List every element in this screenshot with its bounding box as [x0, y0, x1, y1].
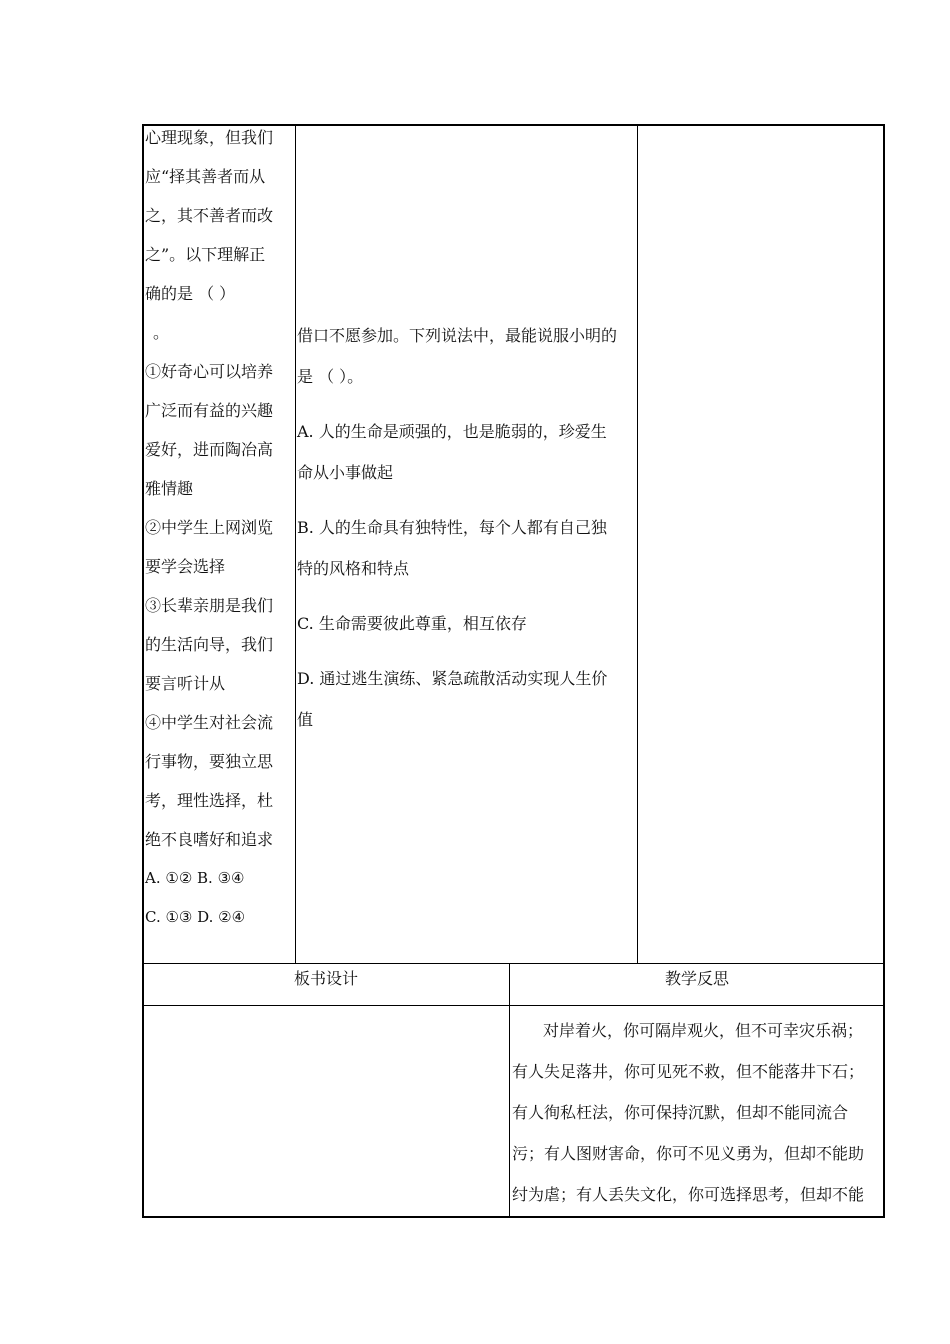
option-c: C. 生命需要彼此尊重，相互依存	[297, 614, 527, 633]
question-line: 。	[153, 323, 170, 342]
reflection-line: 有人失足落井，你可见死不救，但不能落井下石；	[512, 1062, 865, 1081]
question-line: 之，其不善者而改	[145, 206, 274, 225]
question-line: 要学会选择	[145, 557, 226, 576]
column-divider-2	[637, 124, 638, 964]
question-line: 考，理性选择，杜	[145, 791, 274, 810]
question-line: 的生活向导，我们	[145, 635, 274, 654]
reflection-line: 对岸着火，你可隔岸观火，但不可幸灾乐祸；	[543, 1021, 864, 1040]
reflection-line: 污；有人图财害命，你可不见义勇为，但却不能助	[512, 1144, 865, 1163]
question-line: 确的是 （ ）	[145, 284, 236, 303]
answer-options-ab: A. ①② B. ③④	[145, 869, 245, 887]
option-d-continued: 值	[297, 710, 314, 729]
column-divider-1	[295, 124, 296, 964]
question-stem: 是 （ ）。	[297, 367, 364, 386]
question-line: 雅情趣	[145, 479, 194, 498]
column-divider-lower	[509, 963, 510, 1218]
option-b-continued: 特的风格和特点	[297, 559, 410, 578]
statement-1: ①好奇心可以培养	[145, 362, 274, 381]
question-cell	[145, 118, 293, 937]
statement-4: ④中学生对社会流	[145, 713, 274, 732]
question-line: 广泛而有益的兴趣	[145, 401, 274, 420]
option-a: A. 人的生命是顽强的，也是脆弱的，珍爱生	[297, 422, 607, 441]
question-2-cell	[297, 315, 635, 740]
option-d: D. 通过逃生演练、紧急疏散活动实现人生价	[297, 669, 608, 688]
statement-2: ②中学生上网浏览	[145, 518, 274, 537]
answer-options-cd: C. ①③ D. ②④	[145, 908, 246, 926]
reflection-header: 教学反思	[664, 969, 729, 988]
question-line: 爱好，进而陶冶高	[145, 440, 274, 459]
question-line: 之”。以下理解正	[145, 245, 266, 264]
option-a-continued: 命从小事做起	[297, 463, 394, 482]
question-line: 行事物，要独立思	[145, 752, 274, 771]
board-design-body	[143, 1006, 509, 1217]
question-line: 要言听计从	[145, 674, 226, 693]
statement-3: ③长辈亲朋是我们	[145, 596, 274, 615]
option-b: B. 人的生命具有独特性，每个人都有自己独	[297, 518, 607, 537]
reflection-line: 纣为虐；有人丢失文化，你可选择思考，但却不能	[512, 1185, 865, 1204]
reflection-line: 有人徇私枉法，你可保持沉默，但却不能同流合	[512, 1103, 849, 1122]
reflection-body	[512, 1010, 884, 1215]
question-line: 绝不良嗜好和追求	[145, 830, 274, 849]
question-stem: 借口不愿参加。下列说法中，最能说服小明的	[297, 326, 618, 345]
question-line: 应“择其善者而从	[145, 167, 266, 186]
board-design-header: 板书设计	[293, 969, 358, 988]
question-line: 心理现象，但我们	[145, 128, 274, 147]
